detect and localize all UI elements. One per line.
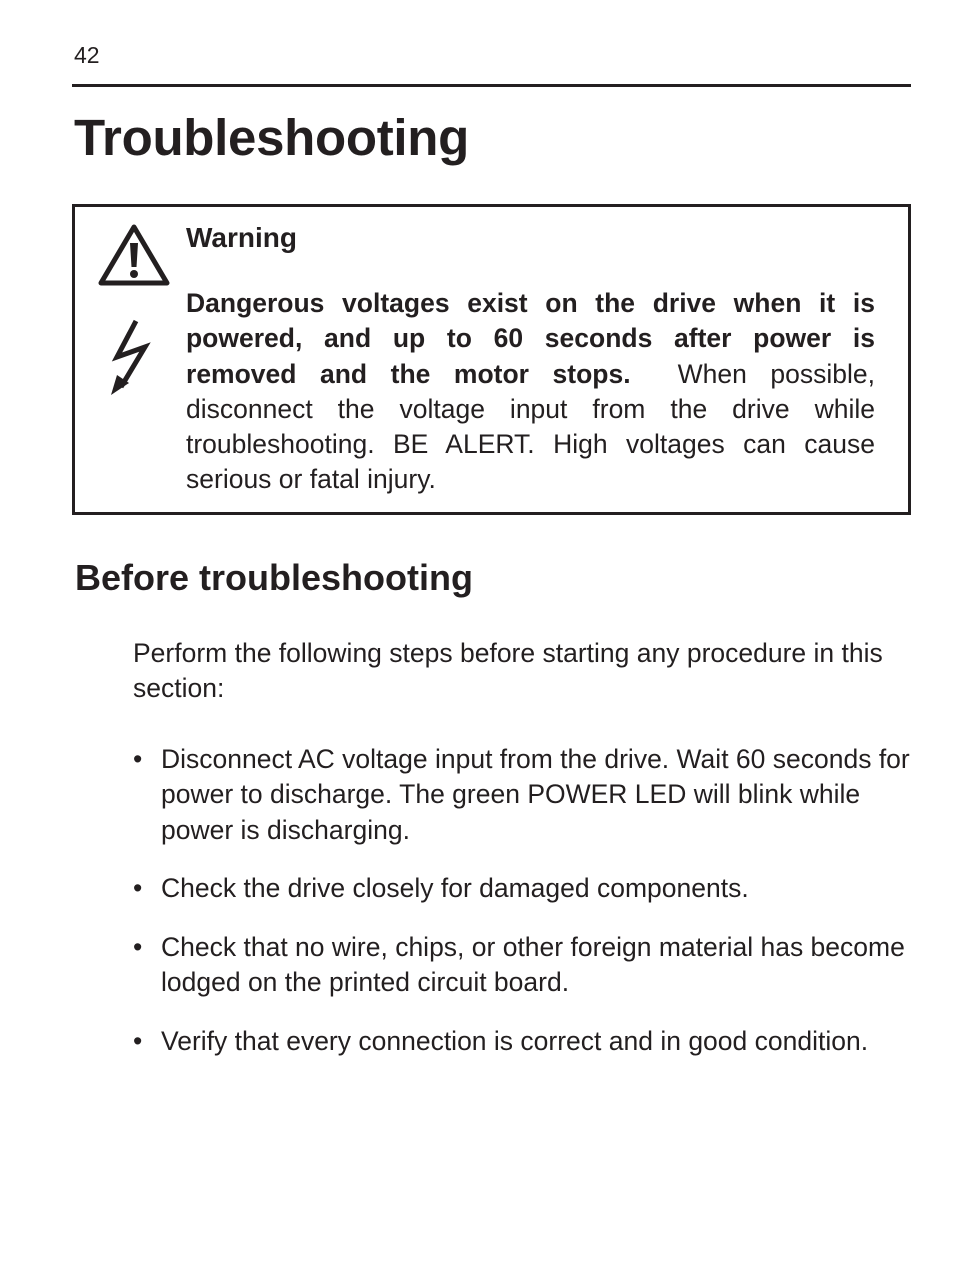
- bullet-glyph: •: [133, 1026, 143, 1057]
- bullet-glyph: •: [133, 932, 143, 963]
- page-title: Troubleshooting: [74, 109, 469, 166]
- lightning-bolt-icon: [109, 319, 155, 397]
- section-intro: Perform the following steps before starting any procedure in this section:: [133, 638, 883, 704]
- list-item-text: Check the drive closely for damaged components.: [161, 873, 749, 904]
- list-item: [133, 742, 923, 848]
- warning-text: [186, 286, 875, 498]
- warning-triangle-icon: [97, 223, 171, 287]
- warning-box: [72, 204, 911, 515]
- warning-body: When possible, disconnect the voltage input from the drive while troubleshooting. BE ALERT. High voltages can cause serious or fatal injury.: [186, 358, 876, 495]
- warning-title: Warning: [186, 222, 297, 253]
- warning-lead: Dangerous voltages exist on the drive when it is powered, and up to 60 seconds after power is removed and the motor stops.: [186, 288, 875, 389]
- list-item: [133, 1024, 923, 1059]
- steps-list: [133, 742, 923, 1083]
- list-item-text: Verify that every connection is correct and in good condition.: [161, 1026, 869, 1057]
- header-rule: [72, 84, 911, 87]
- bullet-glyph: •: [133, 873, 143, 904]
- bullet-glyph: •: [133, 744, 143, 774]
- list-item-text: Disconnect AC voltage input from the drive. Wait 60 seconds for power to discharge. The green POWER LED will blink while power is discharging.: [161, 744, 910, 845]
- list-item-text: Check that no wire, chips, or other foreign material has become lodged on the printed circuit board.: [161, 932, 905, 998]
- list-item: [133, 930, 923, 1001]
- page-number: 42: [74, 42, 100, 68]
- section-heading: Before troubleshooting: [75, 557, 473, 598]
- list-item: [133, 871, 923, 906]
